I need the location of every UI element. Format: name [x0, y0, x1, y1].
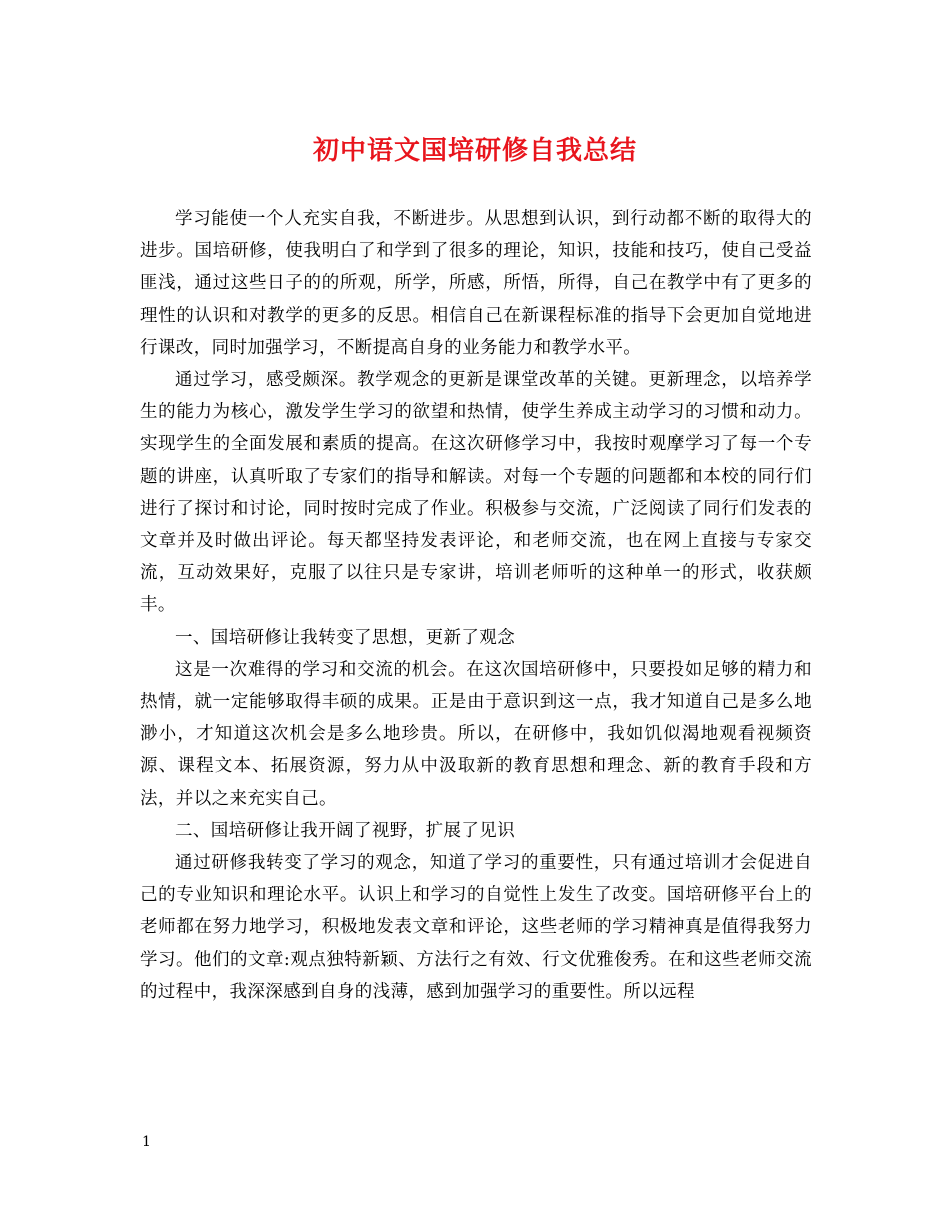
paragraph-learning: 通过学习，感受颇深。教学观念的更新是课堂改革的关键。更新理念，以培养学生的能力为核心，激发学生学习的欲望和热情，使学生养成主动学习的习惯和动力。实现学生的全面发展和素质的提高。在这次研修学习中，我按时观摩学习了每一个专题的讲座，认真听取了专家们的指导和解读。对每一个专题的问题都和本校的同行们进行了探讨和讨论，同时按时完成了作业。积极参与交流，广泛阅读了同行们发表的文章并及时做出评论。每天都坚持发表评论，和老师交流，也在网上直接与专家交流，互动效果好，克服了以往只是专家讲，培训老师听的这种单一的形式，收获颇丰。	[140, 370, 812, 616]
paragraph-horizon: 通过研修我转变了学习的观念，知道了学习的重要性，只有通过培训才会促进自己的专业知识和理论水平。认识上和学习的自觉性上发生了改变。国培研修平台上的老师都在努力地学习，积极地发表文章和评论，这些老师的学习精神真是值得我努力学习。他们的文章:观点独特新颖、方法行之有效、行文优雅俊秀。在和这些老师交流的过程中，我深深感到自身的浅薄，感到加强学习的重要性。所以远程	[140, 853, 812, 1002]
page-number: 1	[142, 1134, 151, 1150]
paragraph-opportunity: 这是一次难得的学习和交流的机会。在这次国培研修中，只要投如足够的精力和热情，就一定能够取得丰硕的成果。正是由于意识到这一点，我才知道自己是多么地渺小，才知道这次机会是多么地珍贵。所以，在研修中，我如饥似渴地观看视频资源、课程文本、拓展资源，努力从中汲取新的教育思想和理念、新的教育手段和方法，并以之来充实自己。	[140, 659, 812, 809]
paragraph-intro: 学习能使一个人充实自我，不断进步。从思想到认识，到行动都不断的取得大的进步。国培研修，使我明白了和学到了很多的理论，知识，技能和技巧，使自己受益匪浅，通过这些日子的的所观，所学，所感，所悟，所得，自己在教学中有了更多的理性的认识和对教学的更多的反思。相信自己在新课程标准的指导下会更加自觉地进行课改，同时加强学习，不断提高自身的业务能力和教学水平。	[140, 209, 812, 358]
section-heading-1: 一、国培研修让我转变了思想，更新了观念	[175, 627, 516, 648]
section-heading-2: 二、国培研修让我开阔了视野，扩展了见识	[175, 820, 516, 841]
document-title: 初中语文国培研修自我总结	[312, 136, 637, 166]
document-body	[140, 203, 812, 1008]
